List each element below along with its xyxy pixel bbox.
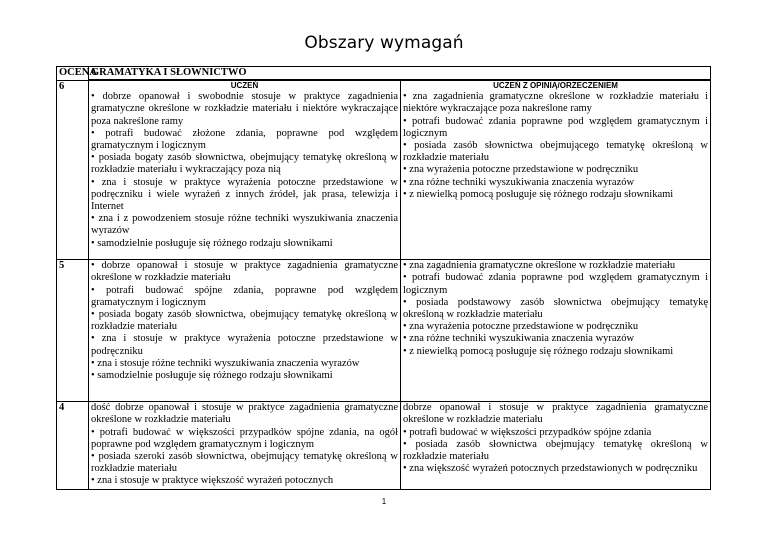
col-opinia-header: UCZEŃ Z OPINIĄ/ORZECZENIEM bbox=[493, 81, 618, 91]
list-item: • zna wyrażenia potoczne przedstawione w podręczniku bbox=[403, 164, 639, 176]
list-item: • potrafi budować w większości przypadków spójne zdania, na ogół poprawne pod względem gramatycznym i logicznym bbox=[91, 426, 398, 450]
list-item: • zna i stosuje w praktyce większość wyrażeń potocznych bbox=[91, 475, 334, 487]
grade-cell: 6 bbox=[57, 81, 89, 260]
list-item: • potrafi budować spójne zdania, poprawne pod względem gramatycznym i logicznym bbox=[91, 284, 398, 308]
list-item: • samodzielnie posługuje się różnego rodzaju słownikami bbox=[91, 370, 333, 382]
page-number: 1 bbox=[381, 497, 387, 506]
list-item: • zna i stosuje różne techniki wyszukiwania znaczenia wyrazów bbox=[91, 357, 360, 369]
requirements-table bbox=[56, 66, 711, 490]
list-item: • potrafi budować zdania poprawne pod względem gramatycznym i logicznym bbox=[403, 272, 709, 296]
list-item: • potrafi budować w większości przypadków spójne zdania bbox=[403, 426, 652, 438]
list-item: • posiada podstawowy zasób słownictwa obejmujący tematykę określoną w rozkładzie materiału bbox=[403, 296, 709, 321]
uczen-cell bbox=[89, 260, 401, 402]
list-item: • posiada zasób słownictwa obejmujący tematykę określoną w rozkładzie materiału bbox=[403, 438, 709, 463]
grade-cell: 5 bbox=[57, 260, 89, 402]
section-title: GRAMATYKA I SŁOWNICTWO bbox=[89, 67, 711, 80]
list-item: • zna różne techniki wyszukiwania znaczenia wyrazów bbox=[403, 176, 635, 188]
uczen-cell bbox=[89, 402, 401, 490]
grade-cell: 4 bbox=[57, 402, 89, 490]
table-row bbox=[57, 402, 711, 490]
list-item: • posiada bogaty zasób słownictwa, obejmujący tematykę określoną w rozkładzie materiału bbox=[91, 309, 398, 333]
table-row bbox=[57, 81, 711, 260]
list-item: • zna i z powodzeniem stosuje różne techniki wyszukiwania znaczenia wyrazów bbox=[91, 213, 398, 237]
list-item: dość dobrze opanował i stosuje w praktyce zagadnienia gramatyczne określone w rozkładzie materiału bbox=[91, 402, 398, 426]
list-item: • zna zagadnienia gramatyczne określone w rozkładzie materiału i niektóre wykraczające poza nakreślone ramy bbox=[403, 91, 709, 115]
list-item: • zna i stosuje w praktyce wyrażenia potoczne przedstawione w podręczniku i wiele wyrażeń z innych źródeł, jak prasa, telewizja i Internet bbox=[91, 176, 398, 213]
col-uczen-header: UCZEŃ bbox=[230, 81, 259, 91]
list-item: • samodzielnie posługuje się różnego rodzaju słownikami bbox=[91, 237, 333, 249]
ocena-header: OCENA bbox=[57, 67, 89, 81]
list-item: dobrze opanował i stosuje w praktyce zagadnienia gramatyczne określone w rozkładzie materiału bbox=[403, 402, 709, 426]
list-item: • zna zagadnienia gramatyczne określone w rozkładzie materiału bbox=[403, 260, 676, 272]
section-header-row bbox=[57, 67, 711, 80]
list-item: • zna wyrażenia potoczne przedstawione w podręczniku bbox=[403, 321, 639, 333]
page-title: Obszary wymagań bbox=[304, 33, 464, 53]
list-item: • z niewielką pomocą posługuje się różnego rodzaju słownikami bbox=[403, 188, 674, 200]
list-item: • posiada bogaty zasób słownictwa, obejmujący tematykę określoną w rozkładzie materiału i wykraczający poza nią bbox=[91, 152, 398, 176]
table-row bbox=[57, 260, 711, 402]
list-item: • dobrze opanował i stosuje w praktyce zagadnienia gramatyczne określone w rozkładzie materiału bbox=[91, 260, 398, 284]
list-item: • zna większość wyrażeń potocznych przedstawionych w podręczniku bbox=[403, 463, 698, 475]
opinia-cell bbox=[401, 260, 711, 402]
uczen-cell bbox=[89, 81, 401, 260]
list-item: • posiada szeroki zasób słownictwa, obejmujący tematykę określoną w rozkładzie materiału bbox=[91, 451, 398, 475]
list-item: • potrafi budować złożone zdania, poprawne pod względem gramatycznym i logicznym bbox=[91, 127, 398, 152]
list-item: • z niewielką pomocą posługuje się różnego rodzaju słownikami bbox=[403, 345, 674, 357]
opinia-cell bbox=[401, 402, 711, 490]
opinia-cell bbox=[401, 81, 711, 260]
list-item: • dobrze opanował i swobodnie stosuje w praktyce zagadnienia gramatyczne określone w rozkładzie materiału i niektóre wykraczające poza nakreślone ramy bbox=[91, 91, 398, 127]
list-item: • zna różne techniki wyszukiwania znaczenia wyrazów bbox=[403, 333, 635, 345]
list-item: • potrafi budować zdania poprawne pod względem gramatycznym i logicznym bbox=[403, 115, 709, 139]
list-item: • zna i stosuje w praktyce wyrażenia potoczne przedstawione w podręczniku bbox=[91, 333, 398, 357]
list-item: • posiada zasób słownictwa obejmującego tematykę określoną w rozkładzie materiału bbox=[403, 140, 709, 164]
